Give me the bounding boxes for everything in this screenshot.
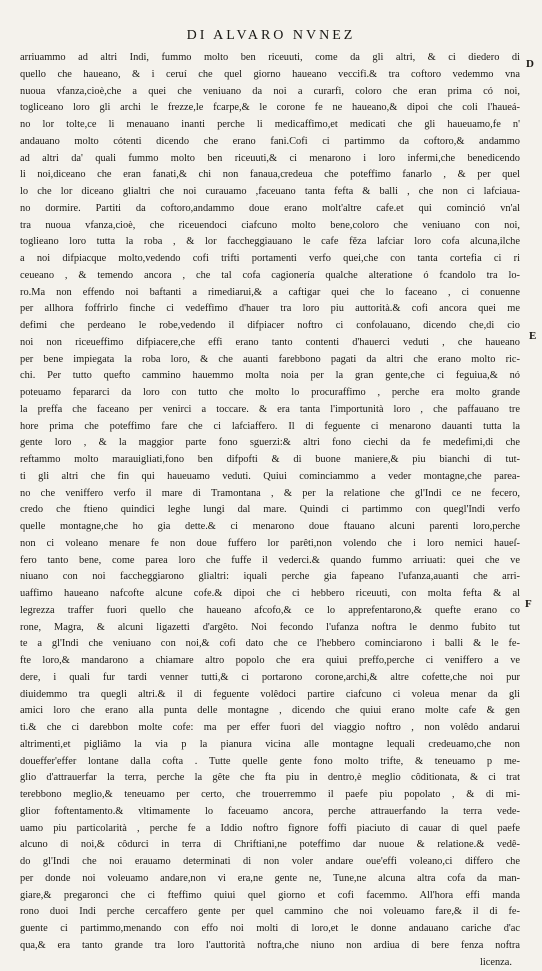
text-line: ad altri da' quali fummo molto ben riceuuti,& ci menarono i loro infermi,che benedicendo	[20, 151, 520, 168]
text-line: togliceano loro gli archi le frezze,le fcarpe,& le corone fe ne haueano,& dipoi che coli l'haueá-	[20, 100, 520, 117]
text-line: reftammo molto marauigliati,fono ben difpofti & di buone maniere,& piu bianchi di tut-	[20, 452, 520, 469]
marginal-letter-d: D	[526, 58, 534, 70]
text-line: la preffa che faceano per venirci a toccare. & era tanta l'importunità loro , che paffauano tre	[20, 402, 520, 419]
text-line: quelle montagne,che ho gia dette.& ci menarono doue ftauano alcuni parenti loro,perche	[20, 519, 520, 536]
text-line: credo che ftieno quindici leghe lungi dal mare. Quindi ci partimmo con quegl'Indi verfo	[20, 502, 520, 519]
text-line: uamo piu particolarità , perche fe a Iddio noftro fignore foffi piaciuto di cauar di quel paefe	[20, 821, 520, 838]
text-line: no che veniffero verfo il mare di Tramontana , & per la relatione che gl'Indi ce ne fecero,	[20, 486, 520, 503]
text-line: ti gli altri che fin qui haueuamo veduti. Quiui cominciammo a veder montagne,che parea-	[20, 469, 520, 486]
text-line: giare,& pregaronci che ci fteffimo quiui quel giorno et cofi facemmo. All'hora effi manda	[20, 888, 520, 905]
text-line: diuidemmo tra quegli altri.& il di feguente volêdoci partire ciafcuno ci voleua menar da gli	[20, 687, 520, 704]
text-line: fero tanto bene, come parea loro che fuffe il vederci.& quando fummo arriuati: quei che ve	[20, 553, 520, 570]
text-line: toglieano loro tutta la roba , & lor faccheggiauano le cafe fěza lafciar loro cofa alcuna,ilche	[20, 234, 520, 251]
text-line: per donde noi voleuamo andare,non vi era,ne gente ne, Tune,ne alcuna altra cofa da man-	[20, 871, 520, 888]
text-line: dere, i quali fur tardi venner tutti,& ci portarono corone,archi,& altre cofette,che noi pur	[20, 670, 520, 687]
text-line: poteuamo fepararci da loro con tutto che molto lo procuraffimo , perche era molto grande	[20, 385, 520, 402]
text-line: alcuno di noi,& côdurci in terra di Chriftiani,ne poteffimo dar nuoue & relatione.& vedê-	[20, 837, 520, 854]
text-line: guente ci partimmo,menando con effo noi molti di loro,et le donne andauano cariche d'ac	[20, 921, 520, 938]
text-line: quello che haueano, & i ceruí che quel giorno haueano veccifi.& tra coftoro vedemmo vna	[20, 67, 520, 84]
text-line: ti.& che ci darebbon molte cofe: ma per effer fuori del viaggio noftro , non volêdo andarui	[20, 720, 520, 737]
text-line: doueffer'effer lontane dalla cofta . Tutte quelle gente fono molto trifte, & teneuamo p me-	[20, 754, 520, 771]
text-line: niuano con noi faccheggiarono glialtri: iquali perche gia fapeano l'ufanza,auanti che arri-	[20, 569, 520, 586]
text-line: per bene impiegata la roba loro, & che auanti farebbono pagati da altri che erano molto ric-	[20, 352, 520, 369]
text-line: no lor tolte,ce li menauano inanti perche li medicaffimo,et medicati che gli haueuamo,fe n'	[20, 117, 520, 134]
text-line: lo che lor diceano glialtri che noi curauamo ,faceuano tanta fefta & balli , che non ci lafciaua-	[20, 184, 520, 201]
text-line: no dormire. Partiti da coftoro,andammo doue erano molt'altre cafe.et qui cominció vn'al	[20, 201, 520, 218]
text-line: ceueano , & temendo ancora , che tal cofa cagionería qualche alteratione ó fcandolo tra lo-	[20, 268, 520, 285]
text-line: li noi,diceano che eran fanati,& chi non fanaua,credeua che poteffimo fanarlo , & per quel	[20, 167, 520, 184]
text-line: nuoua vfanza,cioè,che a quei che veniuano da noi a curarfi, coloro che eran prima có noi,	[20, 84, 520, 101]
running-head: DI ALVARO NVNEZ	[0, 28, 542, 44]
text-line: licenza.	[20, 955, 520, 971]
text-line: andauano molto cótenti dicendo che erano fani.Cofi ci partimmo da coftoro,& andammo	[20, 134, 520, 151]
text-line: legrezza traffer fuori quello che haueano afcofo,& ce lo apprefentarono,& quefte erano co	[20, 603, 520, 620]
text-line: chi. Per tutto quefto cammino hauemmo molta noia per la gran gente,che ci feguiua,& nó	[20, 368, 520, 385]
text-line: uaffimo haueano nafcofte alcune cofe.& dipoi che ci hebbero riceuuti, con molta fefta & al	[20, 586, 520, 603]
text-line: glio d'attrauerfar la terra, perche la gête che fta piu in dentro,è meglio côditionata, & ci trat	[20, 770, 520, 787]
text-line: non ci voleano menare fe non doue fuffero lor parêti,non volendo che i loro nemici haueſ-	[20, 536, 520, 553]
text-line: defimi che perdeano le robe,vedendo il difpiacer noftro ci confolauano, dicendo che,di cio	[20, 318, 520, 335]
text-line: per allhora foffrirlo finche ci vedeffimo d'hauer tra loro piu auttorità.& cofi ancora quei me	[20, 301, 520, 318]
text-line: amici loro che erano alla punta delle montagne , dicendo che quiui erano molte cafe & gen	[20, 703, 520, 720]
text-line: arriuammo ad altri Indi, fummo molto ben riceuuti, come da gli altri, & ci diedero di	[20, 50, 520, 67]
text-line: ro.Ma non effendo noi baftanti a rimediarui,& a caftigar quei che lo faceano , ci conuenne	[20, 285, 520, 302]
marginal-letter-e: E	[529, 330, 536, 342]
text-line: qua,& era tanto grande tra loro l'auttorità noftra,che niuno non ardiua di bere fenza noftra	[20, 938, 520, 955]
text-line: do gl'Indi che noi erauamo determinati di non voler andare oue'effi voleano,ci differo che	[20, 854, 520, 871]
text-line: te a gl'Indi che veniuano con noi,& cofi dato che ce l'hebbero cominciarono i balli & le fe-	[20, 636, 520, 653]
text-line: gente loro , & la maggior parte fono sguerzi:& altri fono ciechi da fe medefimi,di che	[20, 435, 520, 452]
text-line: noi non riceueffimo difpiacere,che effi erano tanto contenti d'hauerci veduti , che haueano	[20, 335, 520, 352]
body-text	[20, 50, 520, 971]
text-line: rone, Magra, & alcuni ligazetti d'argêto. Noi fecondo l'ufanza noftra le denmo fubito tut	[20, 620, 520, 637]
text-line: hore prima che poteffimo fare che ci lafciaffero. Il di feguente ci menarono dauanti tutta la	[20, 419, 520, 436]
text-line: tra nuoua vfanza,cioè, che riceuendoci ciafcuno molto bene,coloro che veniuano con noi,	[20, 218, 520, 235]
text-line: rono duoi Indi perche cercaffero gente per quel cammino che noi voleuamo fare,& il di fe-	[20, 904, 520, 921]
text-line: terebbono meglio,& teneuamo per certo, che trouerremmo il paefe piu popolato , & di mi-	[20, 787, 520, 804]
text-line: glior foftentamento.& vltimamente lo faceuamo ancora, perche attrauerfando la terra vede-	[20, 804, 520, 821]
text-line: altrimenti,et pigliâmo la via p la pianura vicina alle montagne lequali credeuamo,che non	[20, 737, 520, 754]
text-line: fte loro,& mandarono a chiamare altro popolo che era quiui preffo,perche ci veniffero a ve	[20, 653, 520, 670]
text-line: a noi difpiacque molto,vedendo cofi trifti portamenti verfo quei,che con tanta cortefia ci ri	[20, 251, 520, 268]
marginal-letter-f: F	[525, 598, 532, 610]
